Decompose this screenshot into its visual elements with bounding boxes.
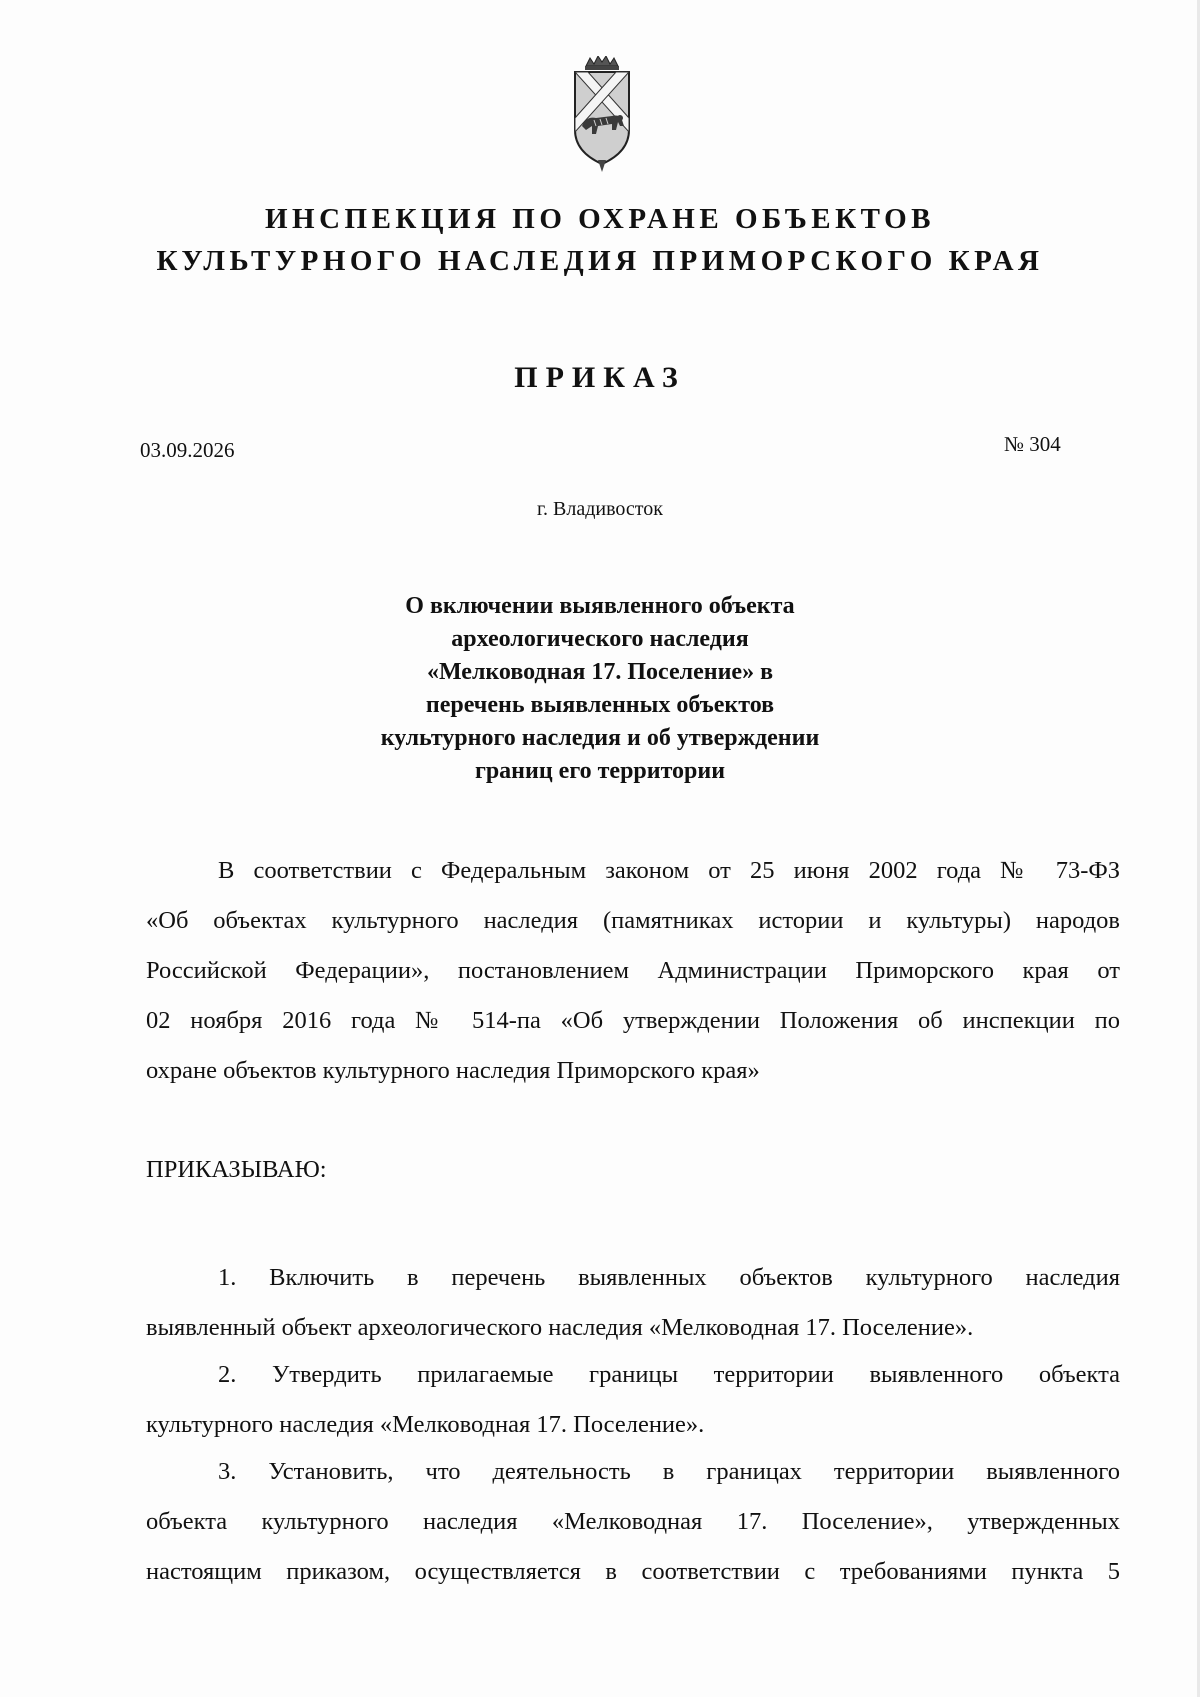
text-line: 3. Установить, что деятельность в границах территории выявленного	[218, 1458, 1120, 1485]
organization-name-line-1: ИНСПЕКЦИЯ ПО ОХРАНЕ ОБЪЕКТОВ	[264, 203, 936, 235]
order-item-2	[146, 1350, 1120, 1450]
subject-line: «Мелководная 17. Поселение» в	[426, 659, 774, 685]
text-line: культурного наследия «Мелководная 17. Поселение».	[146, 1411, 705, 1438]
subject-line: О включении выявленного объекта	[405, 593, 795, 619]
order-directive: ПРИКАЗЫВАЮ:	[146, 1156, 327, 1183]
text-line: охране объектов культурного наследия Приморского края»	[146, 1057, 760, 1084]
subject-line: культурного наследия и об утверждении	[380, 725, 820, 751]
text-line: 1. Включить в перечень выявленных объектов культурного наследия	[218, 1264, 1120, 1291]
order-item-3	[146, 1447, 1120, 1597]
document-type-title: ПРИКАЗ	[514, 361, 686, 394]
text-line: 02 ноября 2016 года № 514-па «Об утверждении Положения об инспекции по	[146, 1007, 1120, 1034]
text-line: «Об объектах культурного наследия (памятниках истории и культуры) народов	[146, 907, 1120, 934]
text-line: Российской Федерации», постановлением Администрации Приморского края от	[146, 957, 1120, 984]
text-line: В соответствии с Федеральным законом от 25 июня 2002 года № 73-ФЗ	[218, 857, 1120, 884]
subject-line: археологического наследия	[451, 626, 749, 652]
text-line: выявленный объект археологического наследия «Мелководная 17. Поселение».	[146, 1314, 974, 1341]
organization-name-line-2: КУЛЬТУРНОГО НАСЛЕДИЯ ПРИМОРСКОГО КРАЯ	[156, 245, 1044, 277]
coat-of-arms-icon	[572, 56, 632, 174]
subject-line: границ его территории	[474, 758, 726, 784]
text-line: объекта культурного наследия «Мелководная 17. Поселение», утвержденных	[146, 1508, 1120, 1535]
text-line: 2. Утвердить прилагаемые границы территории выявленного объекта	[218, 1361, 1120, 1388]
text-line: настоящим приказом, осуществляется в соответствии с требованиями пункта 5	[146, 1558, 1120, 1585]
subject-line: перечень выявленных объектов	[425, 692, 775, 718]
document-number: № 304	[1004, 432, 1061, 456]
order-item-1	[146, 1253, 1120, 1353]
document-city: г. Владивосток	[537, 498, 663, 520]
document-date: 03.09.2026	[140, 438, 235, 462]
document-subject	[0, 590, 1200, 788]
preamble-paragraph	[146, 846, 1120, 1096]
